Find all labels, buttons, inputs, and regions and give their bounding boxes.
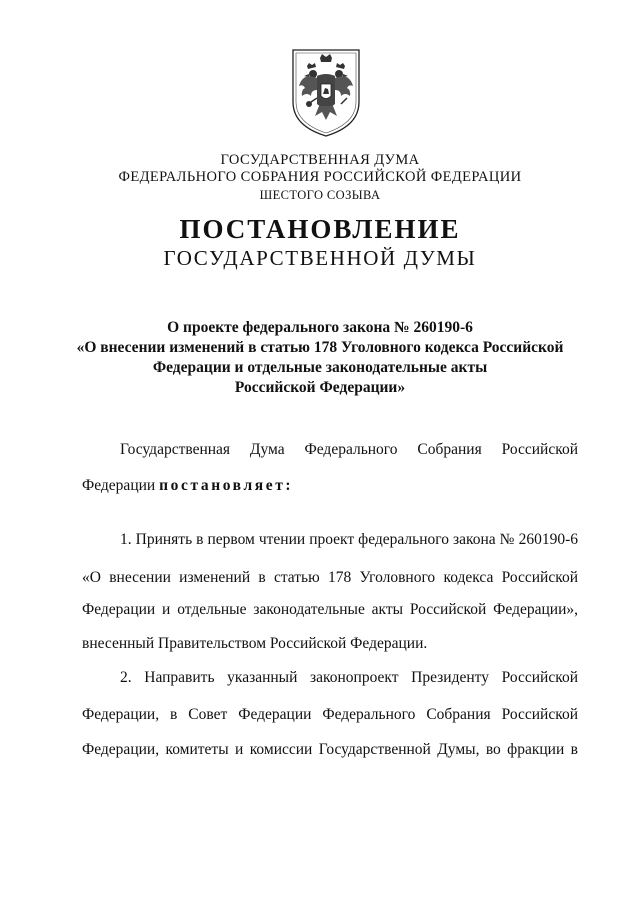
paragraph-2-line: 2. Направить указанный законопроект Президенту Российской xyxy=(120,669,578,686)
resolves-keyword: постановляет: xyxy=(159,477,294,494)
subject-line: Федерации и отдельные законодательные акты xyxy=(152,359,488,376)
paragraph-1-line: внесенный Правительством Российской Федерации. xyxy=(82,635,428,652)
paragraph-1-line: Федерации и отдельные законодательные акты Российской Федерации», xyxy=(82,601,578,618)
subject-line: «О внесении изменений в статью 178 Уголовного кодекса Российской xyxy=(76,339,564,356)
paragraph-2-line: Федерации, комитеты и комиссии Государственной Думы, во фракции в xyxy=(82,741,578,758)
document-title: ПОСТАНОВЛЕНИЕ xyxy=(179,214,461,244)
intro-line xyxy=(82,476,578,496)
header-line-1: ГОСУДАРСТВЕННАЯ ДУМА xyxy=(220,152,420,168)
intro-line: Государственная Дума Федерального Собрания Российской xyxy=(120,441,578,458)
header-line-3: ШЕСТОГО СОЗЫВА xyxy=(259,188,381,202)
coat-of-arms-emblem xyxy=(289,46,363,138)
paragraph-2-line: Федерации, в Совет Федерации Федерального Собрания Российской xyxy=(82,706,578,723)
subject-heading xyxy=(60,318,580,398)
subject-line: О проекте федерального закона № 260190-6 xyxy=(167,319,473,336)
document-subtitle: ГОСУДАРСТВЕННОЙ ДУМЫ xyxy=(163,246,477,270)
paragraph-1-line: 1. Принять в первом чтении проект федерального закона № 260190-6 xyxy=(120,531,578,548)
paragraph-1-line: «О внесении изменений в статью 178 Уголовного кодекса Российской xyxy=(82,569,578,586)
subject-line: Российской Федерации» xyxy=(234,379,406,396)
header-line-2: ФЕДЕРАЛЬНОГО СОБРАНИЯ РОССИЙСКОЙ ФЕДЕРАЦИИ xyxy=(118,169,522,185)
intro-prefix: Федерации xyxy=(82,477,156,494)
